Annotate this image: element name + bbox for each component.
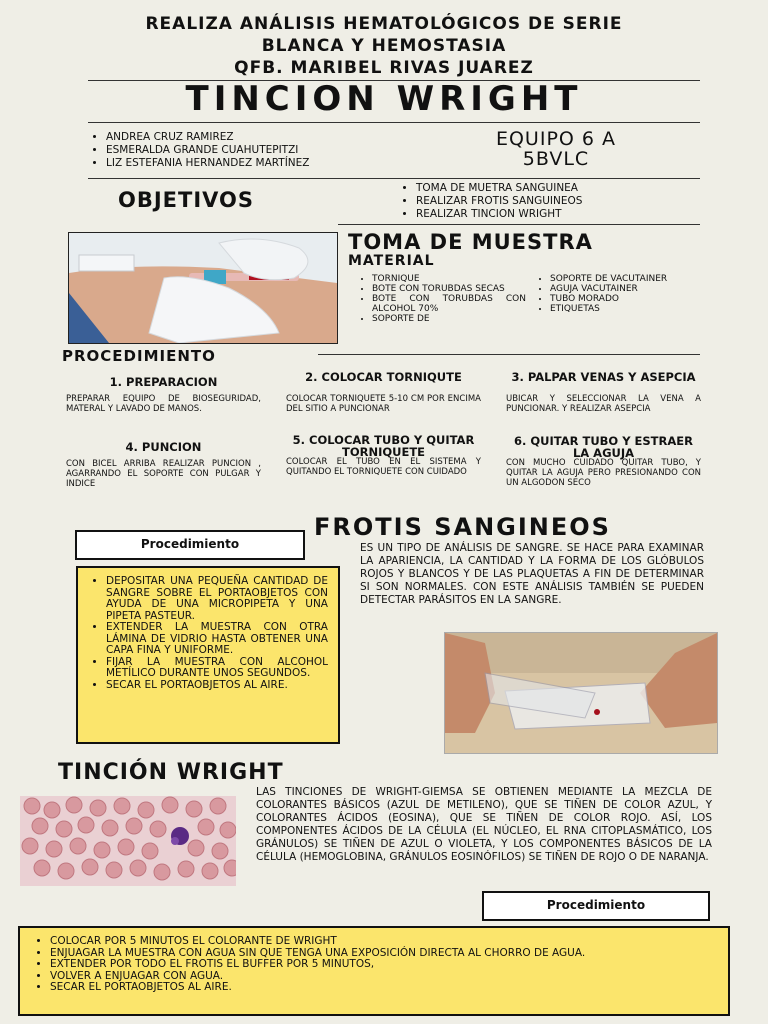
header-line-1: REALIZA ANÁLISIS HEMATOLÓGICOS DE SERIE [145,14,623,34]
tincion-description: LAS TINCIONES DE WRIGHT-GIEMSA SE OBTIENEN MEDIANTE LA MEZCLA DE COLORANTES BÁSICOS (AZUL DE METILENO), QUE SE TIÑEN DE COLOR AZUL, Y COLORANTES ÁCIDOS (EOSINA), QUE SE TIÑEN DE COLOR ROJO. ASÍ, LOS COMPONENTES ÁCIDOS DE LA CÉLULA (EL NÚCLEO, EL RNA CITOPLASMÁTICO, LOS GRÁNULOS) SE TIÑEN DE AZUL O VIOLETA, Y LOS COMPONENTES BÁSICOS DE LA CÉLULA (HEMOGLOBINA, GRÁNULOS EOSINÓFILOS) SE TIÑEN DE ROJO O DE NARANJA. [256,786,712,863]
material-item: • TUBO MORADO [550,294,722,304]
header-line-3: QFB. MARIBEL RIVAS JUAREZ [234,58,534,78]
step-title: 3. PALPAR VENAS Y ASEPCIA [511,370,696,384]
objetivo-item: • REALIZAR FROTIS SANGUINEOS [416,195,716,208]
material-item: • AGUJA VACUTAINER [550,284,722,294]
tincion-step: • ENJUAGAR LA MUESTRA CON AGUA SIN QUE TENGA UNA EXPOSICIÓN DIRECTA AL CHORRO DE AGUA. [50,948,718,960]
frotis-description: ES UN TIPO DE ANÁLISIS DE SANGRE. SE HACE PARA EXAMINAR LA APARIENCIA, LA CANTIDAD Y LA FORMA DE LOS GLÓBULOS ROJOS Y BLANCOS Y DE LAS PLAQUETAS A FIN DE DETERMINAR SI SON NORMALES. CON ESTE ANÁLISIS TAMBIÉN SE PUEDEN DETECTAR PARÁSITOS EN LA SANGRE. [360,542,704,606]
tincion-step: • VOLVER A ENJUAGAR CON AGUA. [50,971,718,983]
material-label: MATERIAL [348,253,435,269]
team-line-1: EQUIPO 6 A [495,128,617,150]
step-body: CON BICEL ARRIBA REALIZAR PUNCION , AGARRANDO EL SOPORTE CON PULGAR Y INDICE [66,459,261,489]
team-line-2: 5BVLC [522,148,590,170]
tincion-steps [30,936,718,994]
tincion-step: • COLOCAR POR 5 MINUTOS EL COLORANTE DE WRIGHT [50,936,718,948]
objetivo-item: • REALIZAR TINCION WRIGHT [416,208,716,221]
tincion-procedimiento-label: Procedimiento [482,891,710,921]
tincion-step: • EXTENDER POR TODO EL FROTIS EL BUFFER POR 5 MINUTOS, [50,959,718,971]
material-list-2 [532,274,722,314]
member-item: • ESMERALDA GRANDE CUAHUTEPITZI [106,144,446,157]
material-item: • TORNIQUE [372,274,526,284]
frotis-step: • SECAR EL PORTAOBJETOS AL AIRE. [106,680,328,692]
frotis-steps [88,576,328,691]
material-item: • SOPORTE DE [372,314,526,324]
page-title: TINCION WRIGHT [185,79,583,119]
divider [318,354,700,355]
procedimiento-title: PROCEDIMIENTO [62,347,216,365]
frotis-step: • DEPOSITAR UNA PEQUEÑA CANTIDAD DE SANGRE SOBRE EL PORTAOBJETOS CON AYUDA DE UNA MICROPIPETA Y UNA PIPETA PASTEUR. [106,576,328,622]
divider [88,122,700,123]
step-body: COLOCAR TORNIQUETE 5-10 CM POR ENCIMA DEL SITIO A PUNCIONAR [286,394,481,414]
step-title: 4. PUNCION [125,440,202,454]
team-label [440,129,672,169]
frotis-step: • EXTENDER LA MUESTRA CON OTRA LÁMINA DE VIDRIO HASTA OBTENER UNA CAPA FINA Y UNIFORME. [106,622,328,657]
step-title: 6. QUITAR TUBO Y ESTRAER LA AGUJA [514,434,693,460]
objetivos-title: OBJETIVOS [118,188,255,212]
material-item: • SOPORTE DE VACUTAINER [550,274,722,284]
frotis-procedimiento-label: Procedimiento [75,530,305,560]
smear-photo [444,632,718,754]
blood-draw-photo [68,232,338,344]
toma-title: TOMA DE MUESTRA [348,230,593,254]
step-title: 1. PREPARACION [109,375,218,389]
step-title: 2. COLOCAR TORNIQUTE [305,370,462,384]
divider [338,224,700,225]
objetivos-list [398,182,716,221]
step-body: UBICAR Y SELECCIONAR LA VENA A PUNCIONAR. Y REALIZAR ASEPCIA [506,394,701,414]
header-line-2: BLANCA Y HEMOSTASIA [261,36,507,56]
team-members [88,131,446,170]
tincion-steps-box [18,926,730,1016]
tincion-step: • SECAR EL PORTAOBJETOS AL AIRE. [50,982,718,994]
material-item: • ETIQUETAS [550,304,722,314]
frotis-step: • FIJAR LA MUESTRA CON ALCOHOL METÍLICO DURANTE UNOS SEGUNDOS. [106,657,328,680]
material-item: • BOTE CON TORUBDAS SECAS [372,284,526,294]
frotis-title: FROTIS SANGINEOS [314,513,611,541]
blood-cells-photo [20,796,236,886]
tincion-title: TINCIÓN WRIGHT [58,760,284,785]
step-title: 5. COLOCAR TUBO Y QUITAR TORNIQUETE [292,433,475,459]
step-body: COLOCAR EL TUBO EN EL SISTEMA Y QUITANDO EL TORNIQUETE CON CUIDADO [286,457,481,477]
step-body: PREPARAR EQUIPO DE BIOSEGURIDAD, MATERAL Y LAVADO DE MANOS. [66,394,261,414]
member-item: • LIZ ESTEFANIA HERNANDEZ MARTÍNEZ [106,157,446,170]
material-list-1 [354,274,526,324]
member-item: • ANDREA CRUZ RAMIREZ [106,131,446,144]
material-item: • BOTE CON TORUBDAS CON ALCOHOL 70% [372,294,526,314]
step-body: CON MUCHO CUIDADO QUITAR TUBO, Y QUITAR LA AGUJA PERO PRESIONANDO CON UN ALGODON SECO [506,458,701,488]
divider [88,178,700,179]
objetivo-item: • TOMA DE MUETRA SANGUINEA [416,182,716,195]
frotis-steps-box [76,566,340,744]
